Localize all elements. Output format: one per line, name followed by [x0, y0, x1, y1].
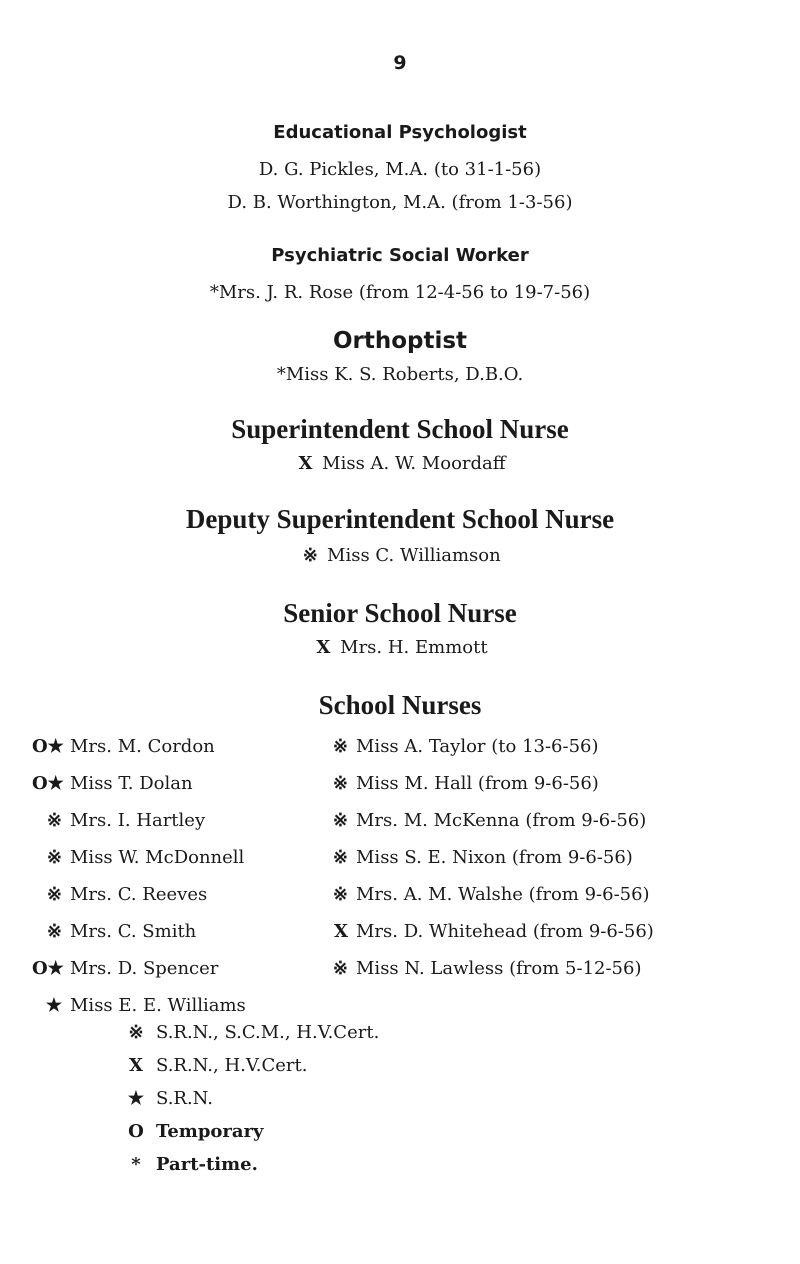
staff-line: D. B. Worthington, M.A. (from 1-3-56)	[227, 192, 573, 213]
staff-line	[0, 545, 800, 566]
list-item: O★ Mrs. M. Cordon	[32, 736, 215, 757]
school-nurses-left-column	[32, 728, 246, 1024]
list-item: ※ Miss A. Taylor (to 13-6-56)	[332, 736, 599, 757]
list-item: ※ Mrs. C. Reeves	[46, 884, 208, 905]
list-item: O★ Miss T. Dolan	[32, 773, 193, 794]
list-item: ※ Mrs. A. M. Walshe (from 9-6-56)	[332, 884, 650, 905]
qualification-symbol: ※	[302, 545, 318, 566]
list-item: X Mrs. D. Whitehead (from 9-6-56)	[334, 921, 654, 942]
page-number: 9	[393, 52, 407, 74]
staff-line: *Mrs. J. R. Rose (from 12-4-56 to 19-7-56)	[209, 282, 591, 303]
heading-orthoptist: Orthoptist	[332, 328, 468, 354]
qualification-symbol: X	[298, 453, 313, 474]
list-item: ※ Mrs. C. Smith	[46, 921, 197, 942]
heading-psychiatric-social-worker: Psychiatric Social Worker	[271, 245, 529, 266]
staff-line	[0, 637, 800, 658]
heading-educational-psychologist: Educational Psychologist	[273, 122, 527, 143]
list-item: ※ Miss M. Hall (from 9-6-56)	[332, 773, 599, 794]
staff-line	[0, 453, 800, 474]
legend-item: * Part-time.	[131, 1154, 258, 1175]
list-item: ※ Miss N. Lawless (from 5-12-56)	[332, 958, 642, 979]
list-item: O★ Mrs. D. Spencer	[32, 958, 219, 979]
staff-name: Miss A. W. Moordaff	[322, 453, 506, 474]
staff-line: D. G. Pickles, M.A. (to 31-1-56)	[258, 159, 542, 180]
legend-item: ※ S.R.N., S.C.M., H.V.Cert.	[128, 1022, 380, 1043]
heading-senior-school-nurse: Senior School Nurse	[283, 598, 517, 628]
staff-line: *Miss K. S. Roberts, D.B.O.	[276, 364, 524, 385]
staff-name: Mrs. H. Emmott	[340, 637, 488, 658]
legend-item: X S.R.N., H.V.Cert.	[129, 1055, 308, 1076]
list-item: ※ Mrs. I. Hartley	[46, 810, 206, 831]
legend-item: O Temporary	[128, 1121, 264, 1142]
staff-name: Miss C. Williamson	[327, 545, 501, 566]
list-item: ★ Miss E. E. Williams	[45, 995, 246, 1016]
legend-item: ★ S.R.N.	[127, 1088, 214, 1109]
qualification-symbol: X	[316, 637, 331, 658]
list-item: ※ Miss W. McDonnell	[46, 847, 245, 868]
school-nurses-right-column	[318, 728, 654, 987]
heading-deputy-superintendent: Deputy Superintendent School Nurse	[185, 504, 615, 534]
heading-school-nurses: School Nurses	[318, 690, 482, 720]
heading-superintendent-school-nurse: Superintendent School Nurse	[231, 414, 569, 444]
list-item: ※ Mrs. M. McKenna (from 9-6-56)	[332, 810, 647, 831]
list-item: ※ Miss S. E. Nixon (from 9-6-56)	[332, 847, 633, 868]
qualification-legend	[126, 1016, 379, 1181]
